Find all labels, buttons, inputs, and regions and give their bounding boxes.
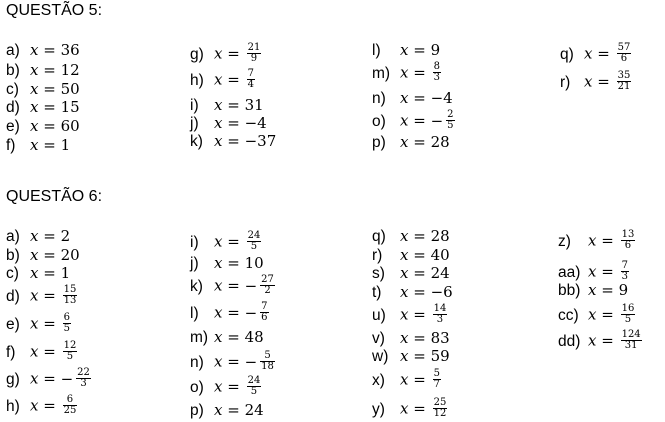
item-label: l) [190,304,199,322]
question-5-title: QUESTÃO 5: [6,2,103,19]
answer-value: 40 [430,246,450,264]
equation: x = −6 [400,283,453,301]
answer-value: 31 [244,96,264,114]
fraction-denominator: 3 [80,378,87,389]
item-label: b) [6,247,20,264]
fraction [446,110,454,131]
fraction-numerator: 14 [433,303,447,314]
variable-x: x [30,314,39,333]
equation: x = 10 [214,254,264,272]
fraction [433,398,448,419]
answer-item [372,264,450,283]
variable-x: x [400,227,409,245]
answer-item [190,303,269,324]
equation: x = 59 [400,347,450,365]
equation: x = 83 [400,329,450,347]
variable-x: x [30,264,39,282]
fraction-numerator: 7 [247,68,254,79]
variable-x: x [214,401,223,419]
equation: x = 24 [214,401,264,419]
equation: x = $\frac{24}{5}$ [214,230,261,252]
equation: x = 9 [588,281,629,299]
fraction-numerator: 24 [247,230,261,241]
answer-value: 28 [430,133,450,151]
item-label: j) [190,255,199,272]
answer-item [372,370,441,391]
equation: x = $\frac{35}{21}$ [584,70,631,92]
item-label: m) [372,64,391,82]
fraction-denominator: 9 [250,53,258,64]
variable-x: x [214,328,223,346]
equation: x = $\frac{7}{4}$ [214,68,254,90]
item-label: w) [372,348,389,365]
fraction-denominator: 3 [436,314,444,325]
variable-x: x [214,96,223,114]
fraction [433,304,448,325]
variable-x: x [400,347,409,365]
variable-x: x [30,41,39,59]
variable-x: x [584,44,593,63]
item-label: h) [190,71,204,89]
answer-item [190,401,264,420]
answer-value: 9 [430,41,441,59]
variable-x: x [400,399,409,418]
item-label: a) [6,42,20,59]
answer-value: 9 [618,281,629,299]
variable-x: x [30,136,39,154]
item-label: d) [6,287,20,305]
answer-item [190,328,264,347]
equation: x = $\frac{12}{5}$ [30,340,77,362]
fraction-denominator: 5 [447,120,454,131]
item-label: r) [372,247,383,264]
item-label: i) [190,233,199,251]
equation: x = 60 [30,117,80,135]
item-label: dd) [558,332,581,350]
answer-value: 15 [60,98,80,116]
item-label: z) [558,232,571,250]
variable-x: x [400,246,409,264]
variable-x: x [400,111,409,130]
fraction-numerator: 6 [63,312,70,323]
item-label: o) [372,112,386,130]
equation: x = 36 [30,41,80,59]
fraction [260,302,268,323]
item-label: cc) [558,306,579,324]
fraction-numerator: 27 [261,274,274,285]
variable-x: x [584,72,593,91]
variable-x: x [214,303,223,322]
equation: x = − $\frac{5}{18}$ [214,350,274,372]
variable-x: x [588,262,597,281]
fraction [617,71,632,92]
equation: x = $\frac{5}{7}$ [400,368,440,390]
answer-item [6,136,70,155]
answer-value: 60 [60,117,80,135]
answer-item [560,44,631,65]
fraction-numerator: 8 [433,61,440,72]
fraction-denominator: 31 [624,340,638,351]
fraction-denominator: 3 [433,72,440,83]
variable-x: x [214,254,223,272]
variable-x: x [30,396,39,415]
variable-x: x [30,246,39,264]
fraction-denominator: 18 [261,361,274,372]
fraction [63,313,71,334]
fraction [433,369,441,390]
equation: x = 28 [400,133,450,151]
item-label: n) [372,90,386,107]
answer-item [372,246,450,265]
minus-sign: − [244,303,258,322]
variable-x: x [400,370,409,389]
equation: x = 15 [30,98,80,116]
fraction-numerator: 5 [260,351,275,362]
item-label: g) [190,45,204,63]
item-label: l) [372,42,381,59]
answer-item [372,89,453,108]
fraction-denominator: 4 [247,79,254,90]
answer-item [558,281,628,300]
answer-item [372,111,455,132]
variable-x: x [400,41,409,59]
item-label: y) [372,400,385,418]
variable-x: x [214,44,223,63]
fraction-denominator: 5 [250,386,258,397]
fraction [260,275,275,296]
equation: x = $\frac{124}{31}$ [588,329,641,351]
item-label: h) [6,397,20,415]
item-label: c) [6,265,19,282]
answer-item [372,329,450,348]
fraction-numerator: 12 [63,340,77,351]
minus-sign: − [430,111,444,130]
item-label: v) [372,330,385,347]
fraction-denominator: 5 [624,314,632,325]
item-label: o) [190,378,204,396]
equation: x = −4 [400,89,453,107]
equation: x = 1 [30,264,71,282]
fraction-numerator: 13 [621,229,635,240]
answer-item [190,232,261,253]
question-6-title: QUESTÃO 6: [6,188,103,205]
answer-item [6,41,80,60]
variable-x: x [30,80,39,98]
fraction [247,69,255,90]
fraction-numerator: 2 [447,109,454,120]
equation: x = $\frac{25}{12}$ [400,397,447,419]
fraction-numerator: 35 [617,70,631,81]
answer-value: 36 [60,41,80,59]
variable-x: x [588,331,597,350]
answer-item [372,347,450,366]
variable-x: x [400,283,409,301]
fraction-denominator: 7 [433,379,440,390]
answer-item [190,114,267,133]
answer-value: 1 [60,136,71,154]
answer-item [6,117,80,136]
answer-item [372,283,453,302]
answer-item [6,61,80,80]
answer-item [558,305,635,326]
answer-item [372,399,447,420]
equation: x = 20 [30,246,80,264]
item-label: i) [190,97,199,114]
fraction-numerator: 6 [63,395,78,406]
minus-sign: − [244,276,258,295]
equation: x = 1 [30,136,71,154]
fraction-numerator: 22 [77,367,90,378]
answer-value: 48 [244,328,264,346]
item-label: r) [560,73,571,91]
fraction-numerator: 7 [261,301,268,312]
answer-value: 28 [430,227,450,245]
fraction-denominator: 12 [433,408,447,419]
answer-value: −37 [244,132,277,150]
variable-x: x [30,61,39,79]
equation: x = 48 [214,328,264,346]
fraction-denominator: 25 [63,405,77,416]
equation: x = −37 [214,132,277,150]
item-label: m) [190,329,209,346]
fraction [247,376,262,397]
answer-value: 10 [244,254,264,272]
answer-item [372,133,450,152]
item-label: a) [6,228,20,245]
equation: x = $\frac{13}{6}$ [588,229,635,251]
variable-x: x [588,281,597,299]
item-label: j) [190,115,199,132]
variable-x: x [400,329,409,347]
answer-value: 2 [60,227,71,245]
variable-x: x [30,227,39,245]
variable-x: x [400,89,409,107]
fraction [63,341,78,362]
answer-item [6,314,71,335]
fraction-denominator: 6 [261,312,268,323]
item-label: n) [190,353,204,371]
answer-item [372,41,440,60]
equation: x = 31 [214,96,264,114]
variable-x: x [400,305,409,324]
fraction [617,43,632,64]
equation: x = $\frac{21}{9}$ [214,42,261,64]
item-label: e) [6,118,20,135]
answer-value: 50 [60,80,80,98]
answer-item [560,72,631,93]
equation: x = $\frac{15}{13}$ [30,284,77,306]
item-label: bb) [558,282,581,299]
answer-value: 20 [60,246,80,264]
variable-x: x [214,114,223,132]
item-label: x) [372,371,385,389]
variable-x: x [214,377,223,396]
variable-x: x [214,232,223,251]
fraction-denominator: 5 [250,241,258,252]
equation: x = − $\frac{7}{6}$ [214,301,268,323]
answer-item [6,286,77,307]
equation: x = 2 [30,227,71,245]
item-label: u) [372,306,386,324]
fraction-numerator: 16 [621,303,635,314]
fraction-numerator: 24 [247,375,261,386]
item-label: f) [6,343,16,361]
variable-x: x [30,117,39,135]
fraction [621,261,629,282]
item-label: s) [372,265,385,282]
item-label: c) [6,81,19,98]
answer-value: 12 [60,61,80,79]
item-label: q) [560,45,574,63]
fraction [247,231,262,252]
variable-x: x [30,286,39,305]
fraction-numerator: 21 [247,42,261,53]
item-label: b) [6,62,20,79]
answer-item [190,377,261,398]
equation: x = 28 [400,227,450,245]
fraction-numerator: 15 [63,284,77,295]
variable-x: x [400,63,409,82]
item-label: f) [6,137,16,154]
fraction-denominator: 6 [620,53,628,64]
item-label: e) [6,315,20,333]
fraction-denominator: 6 [624,240,632,251]
item-label: k) [190,277,203,295]
variable-x: x [214,352,223,371]
equation: x = $\frac{24}{5}$ [214,375,261,397]
item-label: k) [190,133,203,150]
answer-item [6,264,70,283]
fraction-denominator: 2 [264,285,271,296]
equation: x = $\frac{6}{5}$ [30,312,70,334]
answer-item [6,396,77,417]
answer-item [190,352,275,373]
variable-x: x [30,342,39,361]
equation: x = $\frac{6}{25}$ [30,394,77,416]
answer-item [190,132,276,151]
equation: x = 24 [400,264,450,282]
equation: x = $\frac{8}{3}$ [400,61,440,83]
answer-item [372,227,450,246]
fraction-denominator: 21 [617,81,631,92]
answer-item [372,305,447,326]
equation: x = $\frac{14}{3}$ [400,303,447,325]
equation: x = 50 [30,80,80,98]
answer-value: 1 [60,264,71,282]
fraction [260,351,275,372]
fraction-numerator: 5 [433,368,440,379]
minus-sign: − [60,369,74,388]
variable-x: x [400,133,409,151]
answer-item [6,98,80,117]
answer-item [6,227,70,246]
item-label: q) [372,228,386,245]
answer-value: −6 [430,283,453,301]
answer-item [190,70,255,91]
answer-item [558,231,635,252]
answer-item [190,276,275,297]
answer-item [190,96,264,115]
fraction [621,330,642,351]
fraction [621,304,636,325]
variable-x: x [214,70,223,89]
answer-item [558,331,642,352]
answer-item [6,369,91,390]
variable-x: x [588,231,597,250]
item-label: aa) [558,263,581,281]
answer-value: 24 [430,264,450,282]
variable-x: x [214,276,223,295]
item-label: p) [190,402,204,419]
fraction [63,285,78,306]
equation: x = 9 [400,41,441,59]
equation: x = − $\frac{27}{2}$ [214,274,274,296]
answer-item [558,262,629,283]
fraction-denominator: 5 [66,351,74,362]
answer-value: −4 [244,114,267,132]
variable-x: x [30,98,39,116]
answer-item [190,44,261,65]
answer-value: 59 [430,347,450,365]
fraction [433,62,441,83]
answer-value: 83 [430,329,450,347]
variable-x: x [400,264,409,282]
item-label: d) [6,99,20,116]
equation: x = − $\frac{2}{5}$ [400,109,454,131]
equation: x = $\frac{57}{6}$ [584,42,631,64]
fraction-denominator: 13 [63,295,77,306]
fraction-numerator: 7 [621,260,628,271]
fraction-numerator: 57 [617,42,631,53]
item-label: t) [372,284,382,301]
equation: x = 40 [400,246,450,264]
answer-item [6,342,77,363]
equation: x = $\frac{7}{3}$ [588,260,628,282]
fraction-numerator: 25 [433,397,447,408]
fraction [76,368,91,389]
answer-item [190,254,264,273]
fraction [621,230,636,251]
variable-x: x [588,305,597,324]
item-label: g) [6,370,20,388]
fraction-denominator: 3 [621,271,628,282]
answer-item [6,246,80,265]
equation: x = 12 [30,61,80,79]
variable-x: x [214,132,223,150]
equation: x = − $\frac{22}{3}$ [30,367,90,389]
fraction-numerator: 124 [621,329,641,340]
fraction-denominator: 5 [63,323,70,334]
equation: x = −4 [214,114,267,132]
variable-x: x [30,369,39,388]
answer-value: 24 [244,401,264,419]
minus-sign: − [244,352,258,371]
fraction [63,395,78,416]
item-label: p) [372,134,386,151]
answer-value: −4 [430,89,453,107]
equation: x = $\frac{16}{5}$ [588,303,635,325]
answer-item [6,80,80,99]
answer-item [372,63,441,84]
fraction [247,43,262,64]
